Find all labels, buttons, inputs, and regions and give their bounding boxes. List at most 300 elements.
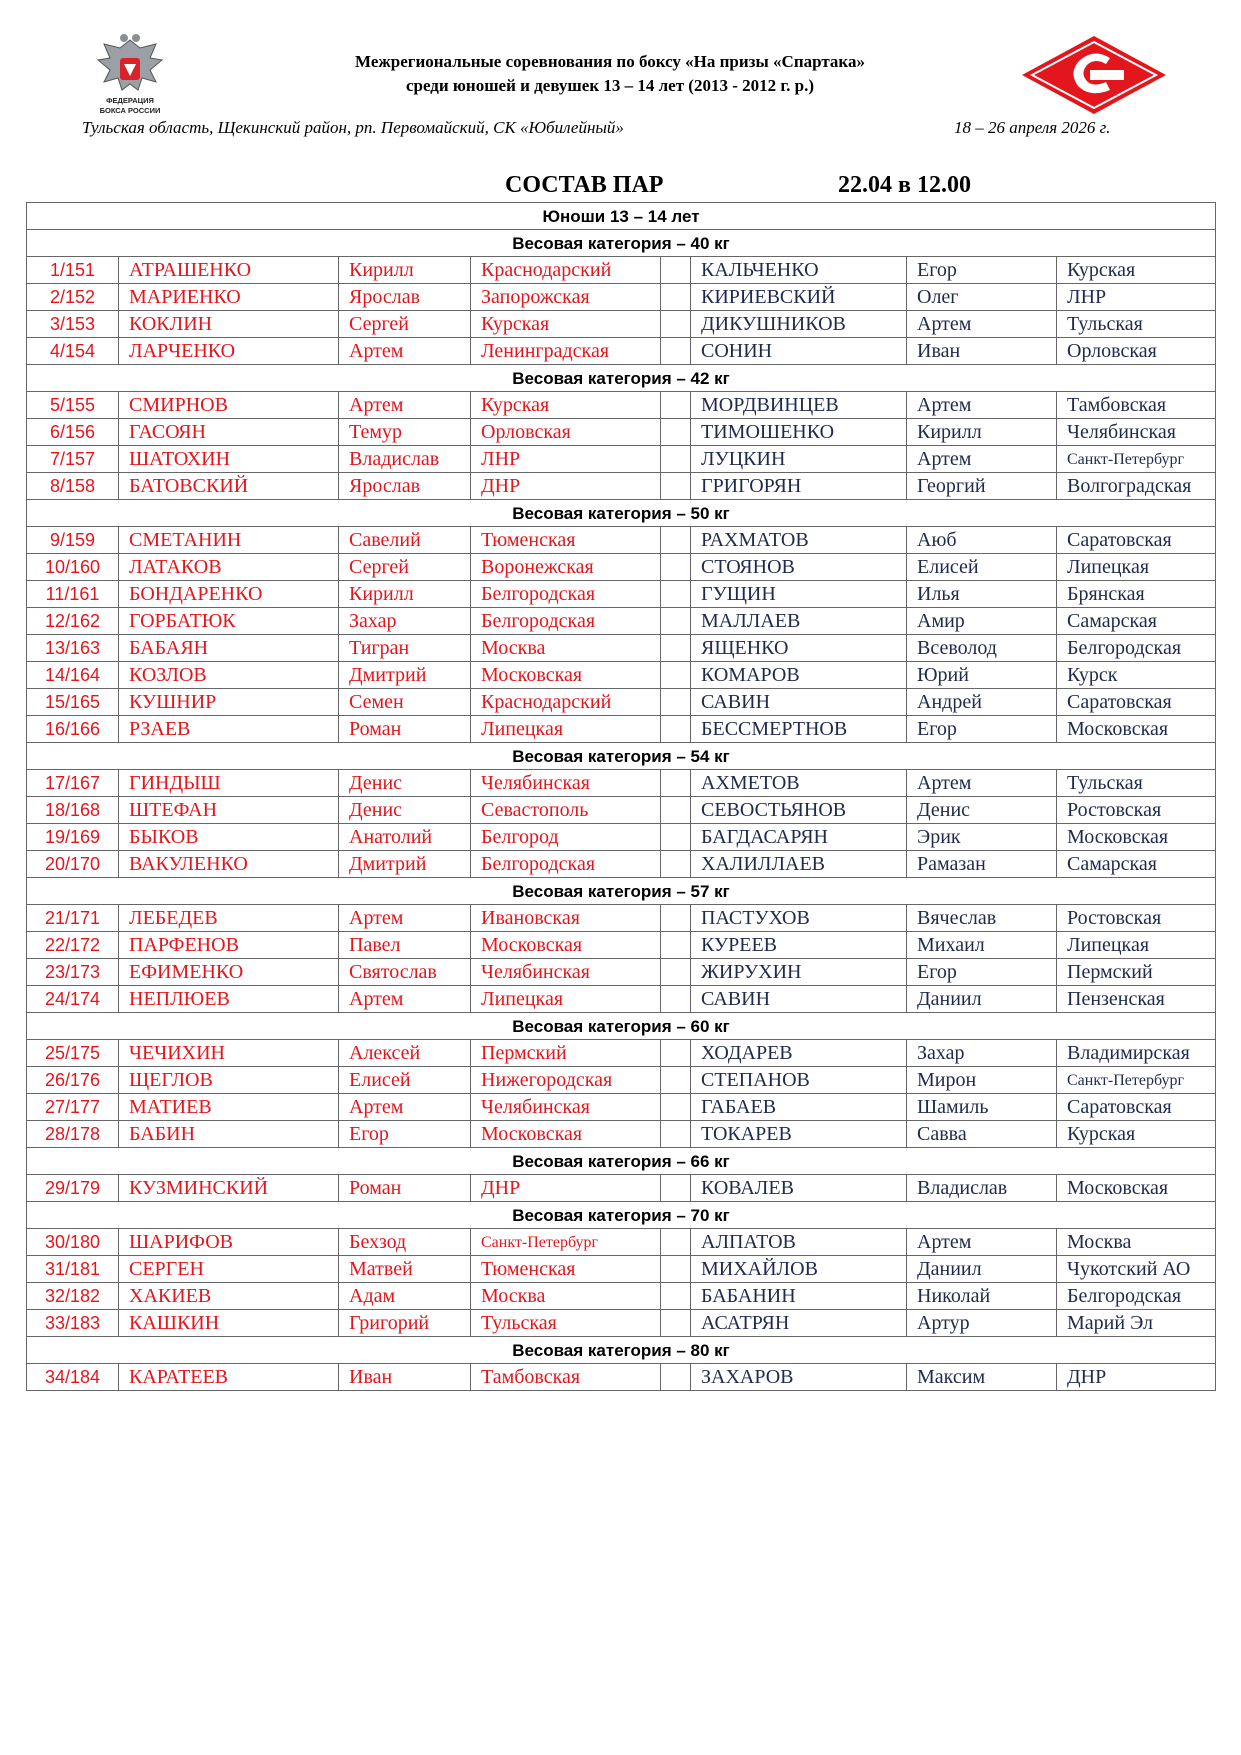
bout-row [27,635,1216,662]
blue-first-name: Елисей [907,554,1057,581]
bout-row [27,1229,1216,1256]
blue-region: Тульская [1057,770,1216,797]
blue-surname: КУРЕЕВ [691,932,907,959]
blue-region: Липецкая [1057,554,1216,581]
red-surname: НЕПЛЮЕВ [119,986,339,1013]
red-surname: БАБИН [119,1121,339,1148]
bout-row [27,824,1216,851]
red-surname: ПАРФЕНОВ [119,932,339,959]
weight-category-title: Весовая категория – 42 кг [27,365,1216,392]
blue-first-name: Эрик [907,824,1057,851]
spacer-cell [661,635,691,662]
red-first-name: Ярослав [339,284,471,311]
red-surname: КАШКИН [119,1310,339,1337]
red-first-name: Денис [339,770,471,797]
bout-row [27,527,1216,554]
red-region: Белгородская [471,851,661,878]
event-title-line2: среди юношей и девушек 13 – 14 лет (2013 - 2012 г. р.) [405,76,815,95]
blue-first-name: Захар [907,1040,1057,1067]
blue-surname: СТЕПАНОВ [691,1067,907,1094]
blue-surname: ХОДАРЕВ [691,1040,907,1067]
red-region: ДНР [471,473,661,500]
bout-number: 8/158 [27,473,119,500]
bout-number: 23/173 [27,959,119,986]
weight-category-title: Весовая категория – 70 кг [27,1202,1216,1229]
blue-surname: АХМЕТОВ [691,770,907,797]
blue-region: Тамбовская [1057,392,1216,419]
red-region: Запорожская [471,284,661,311]
bout-number: 4/154 [27,338,119,365]
red-region: Орловская [471,419,661,446]
spacer-cell [661,1364,691,1391]
red-first-name: Захар [339,608,471,635]
spacer-cell [661,257,691,284]
red-surname: ЩЕГЛОВ [119,1067,339,1094]
blue-first-name: Мирон [907,1067,1057,1094]
bout-number: 3/153 [27,311,119,338]
red-surname: ВАКУЛЕНКО [119,851,339,878]
blue-first-name: Денис [907,797,1057,824]
blue-region: Белгородская [1057,1283,1216,1310]
blue-region: Санкт-Петербург [1057,446,1216,473]
spacer-cell [661,419,691,446]
bout-number: 26/176 [27,1067,119,1094]
red-region: Краснодарский [471,257,661,284]
bout-row [27,554,1216,581]
red-surname: АТРАШЕНКО [119,257,339,284]
blue-region: Саратовская [1057,1094,1216,1121]
blue-region: Санкт-Петербург [1057,1067,1216,1094]
blue-region: Курская [1057,1121,1216,1148]
red-region: Санкт-Петербург [471,1229,661,1256]
weight-category-title: Весовая категория – 66 кг [27,1148,1216,1175]
bout-row [27,932,1216,959]
bout-number: 18/168 [27,797,119,824]
bout-number: 11/161 [27,581,119,608]
red-first-name: Григорий [339,1310,471,1337]
red-region: Ивановская [471,905,661,932]
blue-region: Брянская [1057,581,1216,608]
red-surname: МАРИЕНКО [119,284,339,311]
blue-surname: РАХМАТОВ [691,527,907,554]
red-surname: СЕРГЕН [119,1256,339,1283]
blue-surname: БЕССМЕРТНОВ [691,716,907,743]
red-region: Ленинградская [471,338,661,365]
red-surname: ГИНДЫШ [119,770,339,797]
blue-first-name: Артем [907,446,1057,473]
bout-row [27,419,1216,446]
bout-row [27,770,1216,797]
group-title: Юноши 13 – 14 лет [27,203,1216,230]
blue-first-name: Олег [907,284,1057,311]
bout-row [27,473,1216,500]
event-title-line1: Межрегиональные соревнования по боксу «На призы «Спартака» [355,52,865,71]
blue-region: Самарская [1057,851,1216,878]
red-first-name: Темур [339,419,471,446]
red-first-name: Артем [339,986,471,1013]
bout-row [27,1364,1216,1391]
blue-region: Московская [1057,1175,1216,1202]
bout-row [27,689,1216,716]
blue-first-name: Егор [907,716,1057,743]
red-region: Московская [471,932,661,959]
bout-row [27,338,1216,365]
blue-first-name: Николай [907,1283,1057,1310]
spacer-cell [661,905,691,932]
blue-region: Саратовская [1057,689,1216,716]
red-region: Пермский [471,1040,661,1067]
bout-number: 25/175 [27,1040,119,1067]
bout-number: 2/152 [27,284,119,311]
spacer-cell [661,1121,691,1148]
red-first-name: Егор [339,1121,471,1148]
red-first-name: Анатолий [339,824,471,851]
red-surname: БАТОВСКИЙ [119,473,339,500]
blue-surname: МИХАЙЛОВ [691,1256,907,1283]
bout-row [27,1310,1216,1337]
spacer-cell [661,1256,691,1283]
spacer-cell [661,959,691,986]
blue-first-name: Артур [907,1310,1057,1337]
red-first-name: Савелий [339,527,471,554]
red-first-name: Павел [339,932,471,959]
red-region: Москва [471,1283,661,1310]
bout-number: 22/172 [27,932,119,959]
blue-region: Липецкая [1057,932,1216,959]
bout-row [27,986,1216,1013]
blue-first-name: Шамиль [907,1094,1057,1121]
bout-row [27,797,1216,824]
blue-region: Ростовская [1057,905,1216,932]
blue-region: Саратовская [1057,527,1216,554]
red-first-name: Елисей [339,1067,471,1094]
bout-row [27,581,1216,608]
red-first-name: Ярослав [339,473,471,500]
red-first-name: Денис [339,797,471,824]
blue-region: Владимирская [1057,1040,1216,1067]
spacer-cell [661,581,691,608]
blue-surname: САВИН [691,986,907,1013]
blue-first-name: Иван [907,338,1057,365]
bout-row [27,284,1216,311]
spacer-cell [661,446,691,473]
blue-surname: ХАЛИЛЛАЕВ [691,851,907,878]
red-region: Челябинская [471,770,661,797]
weight-category-title: Весовая категория – 50 кг [27,500,1216,527]
red-surname: КАРАТЕЕВ [119,1364,339,1391]
blue-surname: ЖИРУХИН [691,959,907,986]
blue-surname: ГУЩИН [691,581,907,608]
bout-number: 15/165 [27,689,119,716]
blue-first-name: Рамазан [907,851,1057,878]
red-surname: СМЕТАНИН [119,527,339,554]
bout-row [27,392,1216,419]
blue-region: Челябинская [1057,419,1216,446]
blue-surname: ПАСТУХОВ [691,905,907,932]
blue-surname: ГРИГОРЯН [691,473,907,500]
blue-region: Чукотский АО [1057,1256,1216,1283]
blue-region: Белгородская [1057,635,1216,662]
eagle-emblem-icon [98,34,162,90]
bout-number: 24/174 [27,986,119,1013]
spacer-cell [661,1067,691,1094]
blue-first-name: Илья [907,581,1057,608]
spacer-cell [661,473,691,500]
red-first-name: Сергей [339,311,471,338]
spacer-cell [661,689,691,716]
blue-surname: АСАТРЯН [691,1310,907,1337]
bout-number: 17/167 [27,770,119,797]
red-first-name: Дмитрий [339,851,471,878]
bout-row [27,716,1216,743]
blue-first-name: Артем [907,392,1057,419]
red-region: Липецкая [471,986,661,1013]
bout-row [27,257,1216,284]
blue-surname: ТИМОШЕНКО [691,419,907,446]
spacer-cell [661,1175,691,1202]
blue-surname: СОНИН [691,338,907,365]
blue-first-name: Артем [907,770,1057,797]
blue-region: Пермский [1057,959,1216,986]
red-surname: КУШНИР [119,689,339,716]
spacer-cell [661,770,691,797]
spacer-cell [661,851,691,878]
blue-region: Ростовская [1057,797,1216,824]
red-first-name: Адам [339,1283,471,1310]
bout-row [27,1121,1216,1148]
spacer-cell [661,392,691,419]
session-time: 22.04 в 12.00 [838,172,971,198]
blue-first-name: Даниил [907,986,1057,1013]
blue-first-name: Андрей [907,689,1057,716]
red-first-name: Артем [339,905,471,932]
bout-row [27,1175,1216,1202]
bout-number: 12/162 [27,608,119,635]
blue-first-name: Всеволод [907,635,1057,662]
blue-surname: СТОЯНОВ [691,554,907,581]
red-region: Белгородская [471,581,661,608]
bout-number: 32/182 [27,1283,119,1310]
blue-region: Марий Эл [1057,1310,1216,1337]
bouts-table [26,202,1216,1391]
red-region: Белгород [471,824,661,851]
blue-surname: БАБАНИН [691,1283,907,1310]
red-surname: БОНДАРЕНКО [119,581,339,608]
blue-surname: ЯЩЕНКО [691,635,907,662]
red-region: Тамбовская [471,1364,661,1391]
red-region: Тюменская [471,1256,661,1283]
blue-surname: КОМАРОВ [691,662,907,689]
blue-region: ДНР [1057,1364,1216,1391]
bout-row [27,1256,1216,1283]
red-surname: СМИРНОВ [119,392,339,419]
bout-row [27,446,1216,473]
blue-first-name: Артем [907,1229,1057,1256]
red-first-name: Артем [339,1094,471,1121]
spacer-cell [661,824,691,851]
bout-number: 20/170 [27,851,119,878]
bout-number: 27/177 [27,1094,119,1121]
blue-region: ЛНР [1057,284,1216,311]
red-surname: ХАКИЕВ [119,1283,339,1310]
blue-first-name: Даниил [907,1256,1057,1283]
red-first-name: Дмитрий [339,662,471,689]
blue-surname: КОВАЛЕВ [691,1175,907,1202]
red-surname: МАТИЕВ [119,1094,339,1121]
blue-surname: МАЛЛАЕВ [691,608,907,635]
red-region: Краснодарский [471,689,661,716]
bout-row [27,662,1216,689]
red-surname: БЫКОВ [119,824,339,851]
blue-first-name: Владислав [907,1175,1057,1202]
spacer-cell [661,1229,691,1256]
blue-surname: КИРИЕВСКИЙ [691,284,907,311]
blue-surname: ЗАХАРОВ [691,1364,907,1391]
red-region: ЛНР [471,446,661,473]
bout-row [27,1094,1216,1121]
blue-first-name: Юрий [907,662,1057,689]
blue-surname: АЛПАТОВ [691,1229,907,1256]
red-region: Челябинская [471,959,661,986]
weight-category-title: Весовая категория – 60 кг [27,1013,1216,1040]
bout-number: 9/159 [27,527,119,554]
bout-number: 28/178 [27,1121,119,1148]
bout-number: 29/179 [27,1175,119,1202]
red-region: ДНР [471,1175,661,1202]
spacer-cell [661,284,691,311]
blue-surname: СЕВОСТЬЯНОВ [691,797,907,824]
bout-row [27,311,1216,338]
red-region: Тульская [471,1310,661,1337]
spacer-cell [661,311,691,338]
blue-surname: ДИКУШНИКОВ [691,311,907,338]
weight-category-title: Весовая категория – 54 кг [27,743,1216,770]
bout-number: 33/183 [27,1310,119,1337]
spacer-cell [661,338,691,365]
red-surname: РЗАЕВ [119,716,339,743]
spacer-cell [661,1094,691,1121]
blue-surname: БАГДАСАРЯН [691,824,907,851]
bout-number: 30/180 [27,1229,119,1256]
red-surname: ЛЕБЕДЕВ [119,905,339,932]
bout-number: 7/157 [27,446,119,473]
svg-text:ФЕДЕРАЦИЯ: ФЕДЕРАЦИЯ [106,96,154,105]
red-region: Московская [471,662,661,689]
red-first-name: Святослав [339,959,471,986]
bout-number: 13/163 [27,635,119,662]
weight-category-title: Весовая категория – 57 кг [27,878,1216,905]
bout-row [27,905,1216,932]
spacer-cell [661,986,691,1013]
red-region: Челябинская [471,1094,661,1121]
bout-number: 34/184 [27,1364,119,1391]
blue-surname: МОРДВИНЦЕВ [691,392,907,419]
blue-first-name: Аюб [907,527,1057,554]
blue-first-name: Артем [907,311,1057,338]
blue-region: Орловская [1057,338,1216,365]
red-first-name: Кирилл [339,581,471,608]
blue-first-name: Георгий [907,473,1057,500]
red-region: Липецкая [471,716,661,743]
bout-row [27,851,1216,878]
blue-surname: КАЛЬЧЕНКО [691,257,907,284]
spacer-cell [661,527,691,554]
red-surname: КОКЛИН [119,311,339,338]
blue-surname: ЛУЦКИН [691,446,907,473]
blue-region: Курск [1057,662,1216,689]
weight-category-title: Весовая категория – 80 кг [27,1337,1216,1364]
bout-row [27,608,1216,635]
blue-first-name: Вячеслав [907,905,1057,932]
red-surname: ШАРИФОВ [119,1229,339,1256]
spacer-cell [661,716,691,743]
bout-number: 16/166 [27,716,119,743]
bout-number: 14/164 [27,662,119,689]
spacer-cell [661,1283,691,1310]
blue-surname: ГАБАЕВ [691,1094,907,1121]
red-surname: ШАТОХИН [119,446,339,473]
red-first-name: Матвей [339,1256,471,1283]
red-region: Нижегородская [471,1067,661,1094]
spacer-cell [661,608,691,635]
red-region: Курская [471,311,661,338]
blue-surname: САВИН [691,689,907,716]
blue-first-name: Кирилл [907,419,1057,446]
red-first-name: Семен [339,689,471,716]
bout-number: 1/151 [27,257,119,284]
red-region: Москва [471,635,661,662]
blue-first-name: Егор [907,257,1057,284]
bout-row [27,959,1216,986]
blue-first-name: Михаил [907,932,1057,959]
bout-number: 31/181 [27,1256,119,1283]
red-region: Московская [471,1121,661,1148]
red-surname: ЛАРЧЕНКО [119,338,339,365]
red-surname: ШТЕФАН [119,797,339,824]
bout-number: 6/156 [27,419,119,446]
red-surname: КУЗМИНСКИЙ [119,1175,339,1202]
red-first-name: Владислав [339,446,471,473]
spacer-cell [661,1310,691,1337]
red-region: Тюменская [471,527,661,554]
bout-number: 21/171 [27,905,119,932]
bout-number: 10/160 [27,554,119,581]
red-first-name: Роман [339,716,471,743]
red-region: Воронежская [471,554,661,581]
red-surname: ЧЕЧИХИН [119,1040,339,1067]
weight-category-title: Весовая категория – 40 кг [27,230,1216,257]
red-first-name: Сергей [339,554,471,581]
red-surname: ЕФИМЕНКО [119,959,339,986]
blue-first-name: Амир [907,608,1057,635]
blue-region: Московская [1057,824,1216,851]
spacer-cell [661,662,691,689]
red-surname: БАБАЯН [119,635,339,662]
blue-first-name: Савва [907,1121,1057,1148]
red-first-name: Кирилл [339,257,471,284]
red-region: Белгородская [471,608,661,635]
blue-first-name: Максим [907,1364,1057,1391]
blue-surname: ТОКАРЕВ [691,1121,907,1148]
red-surname: ГАСОЯН [119,419,339,446]
bout-number: 19/169 [27,824,119,851]
federation-logo [90,30,170,118]
red-first-name: Тигран [339,635,471,662]
red-first-name: Иван [339,1364,471,1391]
bout-number: 5/155 [27,392,119,419]
spacer-cell [661,554,691,581]
venue: Тульская область, Щекинский район, рп. Первомайский, СК «Юбилейный» [82,118,624,137]
